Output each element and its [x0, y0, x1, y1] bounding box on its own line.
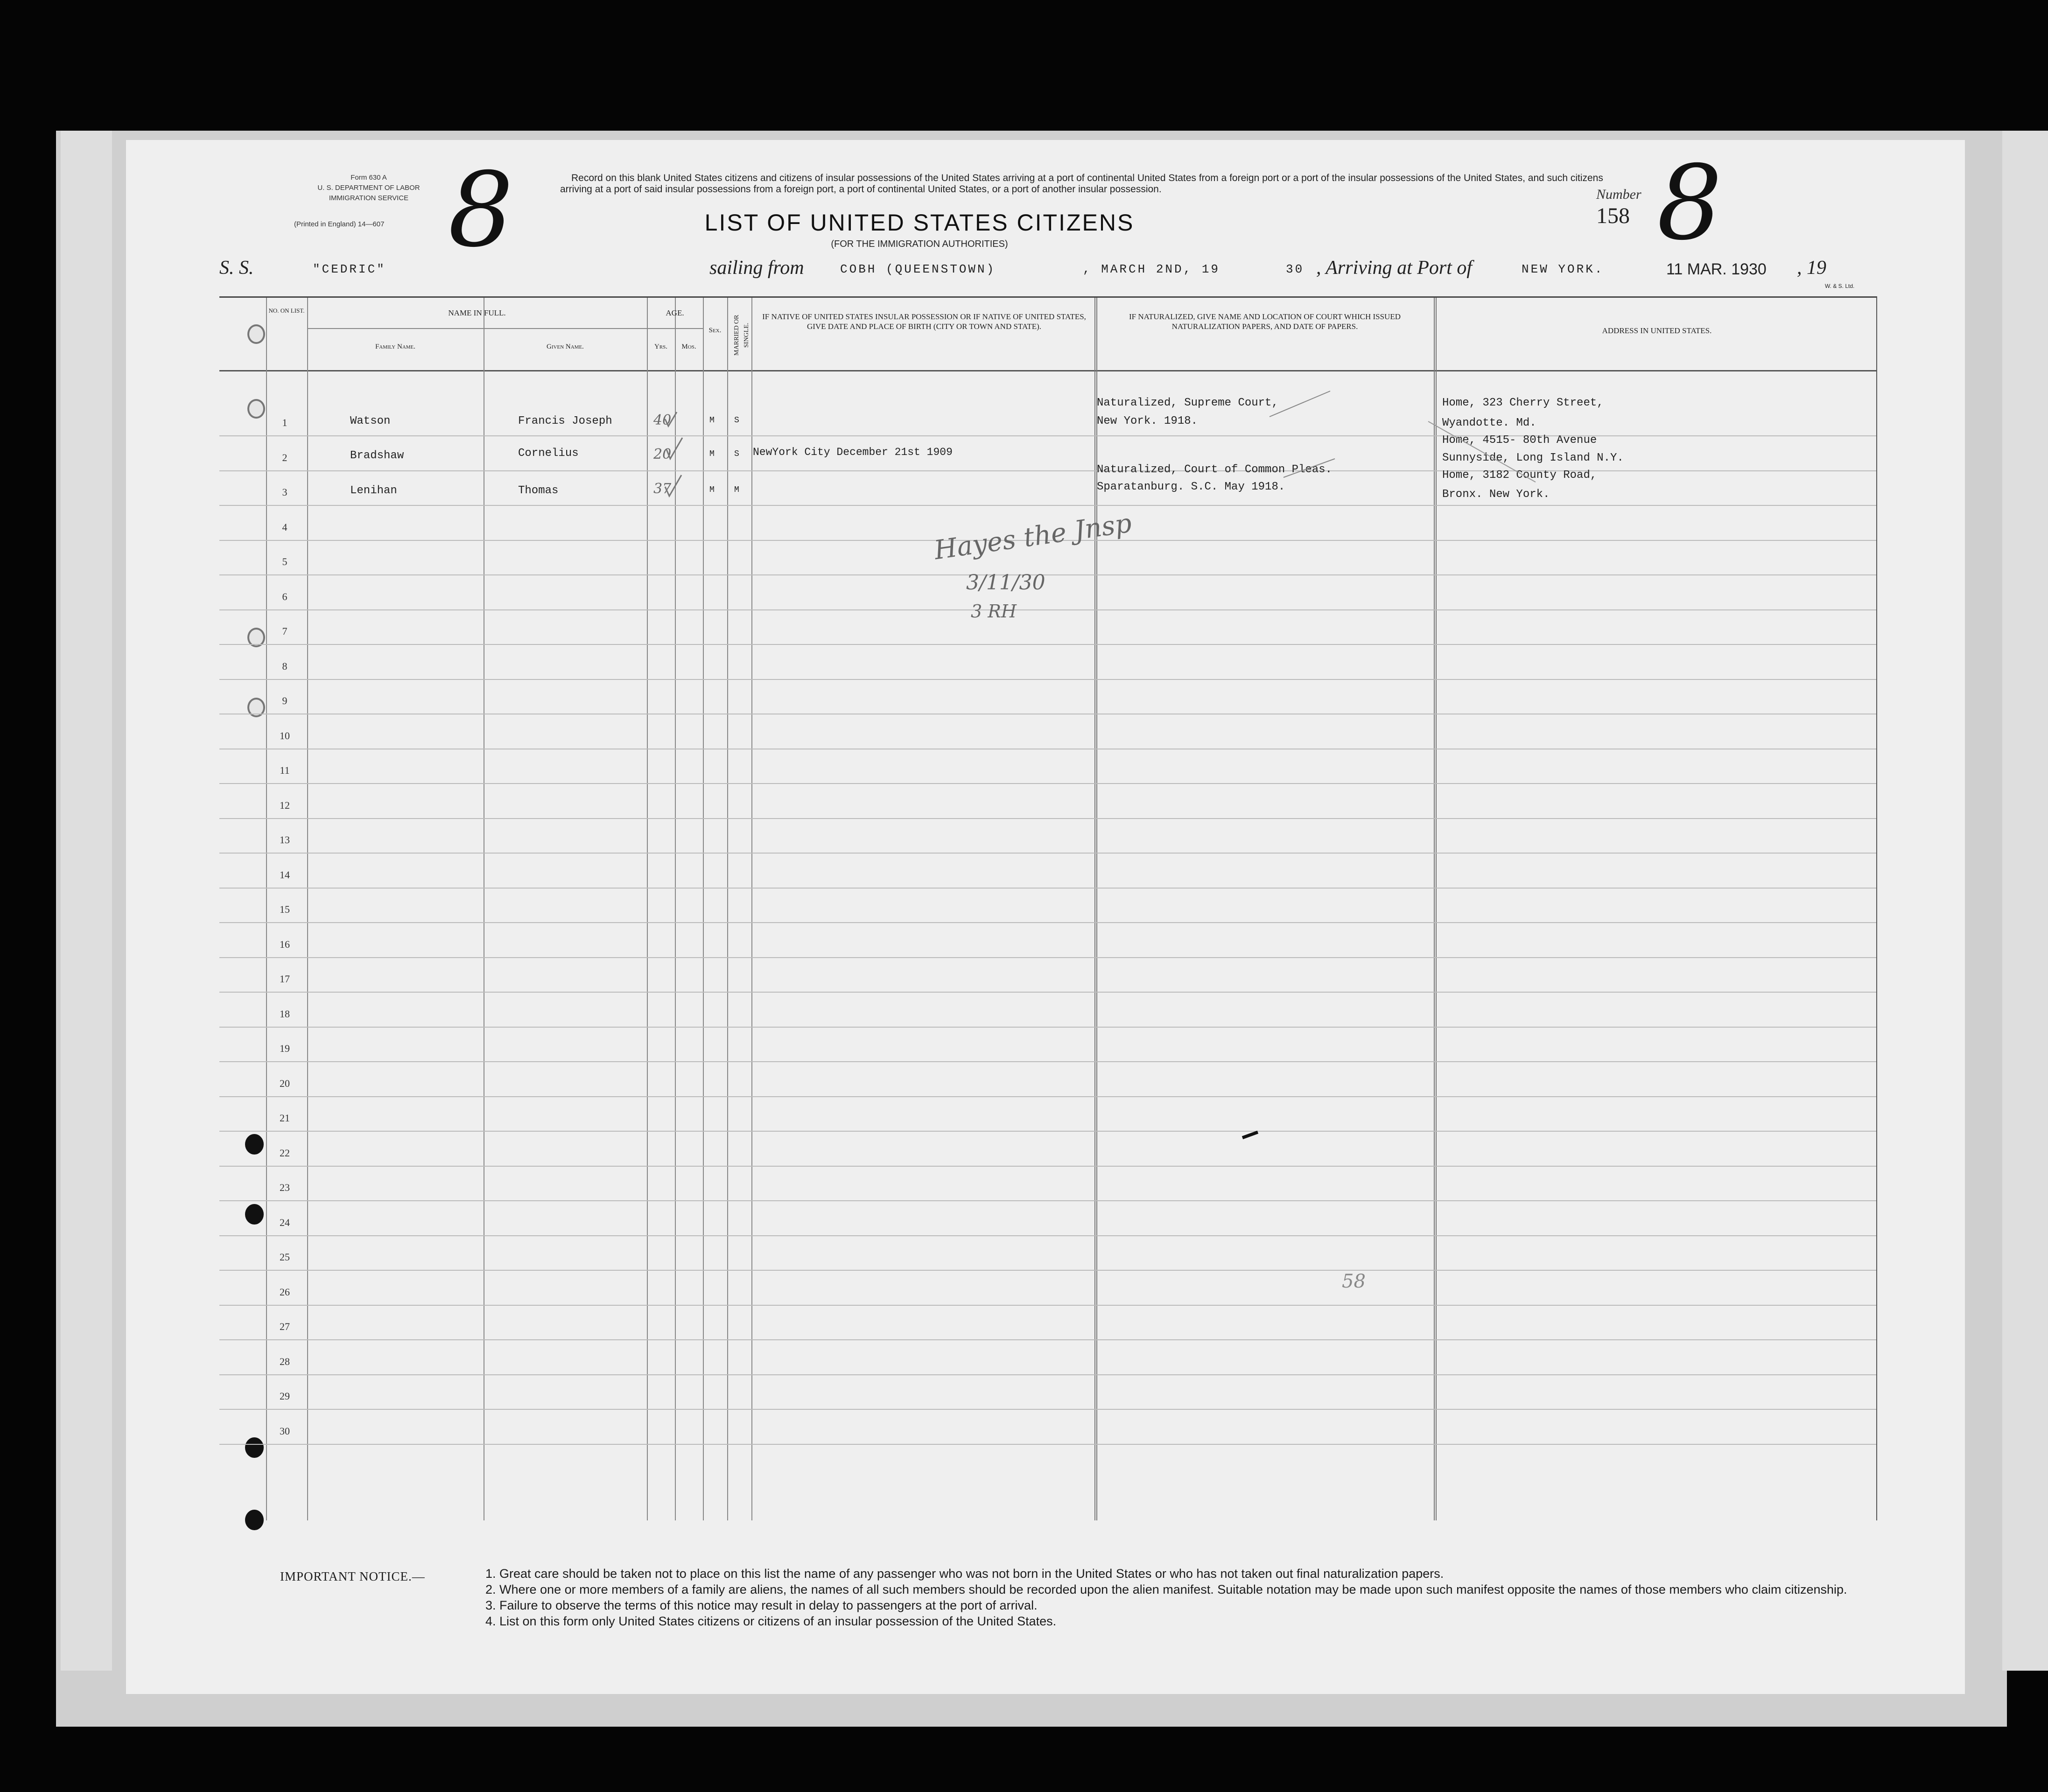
handwritten-number-right: 8 — [1657, 143, 1722, 263]
row-rule — [219, 644, 1876, 645]
row-number: 28 — [280, 1355, 290, 1367]
row-number: 2 — [282, 451, 288, 463]
row-rule — [219, 1339, 1876, 1340]
age-2: 20 — [653, 446, 672, 462]
row-rule — [219, 783, 1876, 784]
row-rule — [219, 957, 1876, 958]
record-instructions: Record on this blank United States citizens and citizens of insular possessions of the United States arriving at a port of continental United States from a foreign port or a port of the insular possessions of the United States, and such citizens arriving at a port of said insular possessions from a foreign port, a port of continental United States, or a port of another insular possession. — [560, 173, 1603, 195]
given-name-1: Francis Joseph — [518, 415, 612, 427]
row-number: 7 — [282, 625, 288, 637]
court-line-3a: Naturalized, Court of Common Pleas. — [1097, 463, 1333, 476]
given-name-2: Cornelius — [518, 447, 579, 460]
left-page-edge — [61, 131, 112, 1671]
status-3: M — [734, 485, 739, 495]
printer-mark: W. & S. Ltd. — [1825, 283, 1855, 289]
address-line-2b: Sunnyside, Long Island N.Y. — [1442, 452, 1624, 464]
column-line — [751, 298, 752, 1520]
port-of-departure: COBH (QUEENSTOWN) — [840, 262, 996, 276]
row-rule — [219, 470, 1876, 471]
row-number: 14 — [280, 868, 290, 881]
col-header-sex: Sex. — [708, 327, 722, 334]
form-number: Form 630 A — [351, 174, 387, 182]
row-number: 6 — [282, 590, 288, 602]
pencil-strokes — [1181, 389, 1554, 510]
row-number: 30 — [280, 1425, 290, 1437]
row-rule — [219, 992, 1876, 993]
col-header-no: NO. ON LIST. — [268, 307, 305, 314]
row-number: 16 — [280, 938, 290, 950]
row-number: 15 — [280, 903, 290, 915]
name-header-rule — [307, 328, 671, 329]
row-rule — [219, 1166, 1876, 1167]
inspector-initials: 3 RH — [971, 601, 1017, 622]
passenger-table — [219, 296, 1877, 1520]
address-line-1b: Wyandotte. Md. — [1442, 417, 1536, 429]
arrival-date-stamp: 11 MAR. 1930 — [1666, 260, 1767, 278]
row-number: 29 — [280, 1390, 290, 1402]
row-rule — [219, 1235, 1876, 1236]
status-1: S — [734, 416, 739, 425]
age-3: 37 — [653, 481, 672, 497]
form-identification — [285, 173, 453, 230]
address-line-1a: Home, 323 Cherry Street, — [1442, 397, 1604, 409]
row-rule — [219, 1061, 1876, 1062]
row-number: 26 — [280, 1286, 290, 1298]
row-number: 10 — [280, 729, 290, 742]
col-header-married: MARRIED OR SINGLE. — [733, 315, 750, 356]
checkmarks — [639, 405, 733, 512]
notice-item: 2. Where one or more members of a family are aliens, the names of all such members should be recorded upon the alien manifest. Suitable notation may be made upon such manifest opposite the names of those members who claim citizenship. — [485, 1582, 1847, 1596]
sailing-year: 30 — [1286, 262, 1305, 276]
row-rule — [219, 853, 1876, 854]
row-number: 11 — [280, 764, 290, 776]
row-rule — [219, 1409, 1876, 1410]
row-number: 8 — [282, 660, 288, 672]
row-number: 17 — [280, 973, 290, 985]
notice-heading: IMPORTANT NOTICE.— — [280, 1569, 425, 1583]
row-number: 9 — [282, 695, 288, 707]
col-header-naturalized: IF NATURALIZED, GIVE NAME AND LOCATION OF COURT WHICH ISSUED NATURALIZATION PAPERS, AND DATE OF PAPERS. — [1129, 312, 1401, 331]
ink-dash — [1241, 1128, 1260, 1142]
row-rule — [219, 1200, 1876, 1201]
row-rule — [219, 505, 1876, 506]
row-number: 12 — [280, 799, 290, 811]
age-1: 40 — [653, 412, 672, 428]
family-name-3: Lenihan — [350, 484, 397, 497]
row-number: 1 — [282, 417, 288, 428]
age-header-rule — [647, 328, 704, 329]
row-rule — [219, 574, 1876, 575]
address-line-3b: Bronx. New York. — [1442, 488, 1550, 501]
page-subtitle: (FOR THE IMMIGRATION AUTHORITIES) — [831, 239, 1008, 249]
number-label: Number — [1596, 187, 1641, 202]
row-number: 3 — [282, 486, 288, 498]
address-line-3a: Home, 3182 County Road, — [1442, 469, 1597, 482]
col-header-family-name: Family Name. — [375, 343, 416, 350]
birth-2: NewYork City December 21st 1909 — [753, 446, 953, 458]
sex-1: M — [709, 416, 715, 425]
row-number: 19 — [280, 1043, 290, 1054]
row-rule — [219, 1305, 1876, 1306]
row-rule — [219, 1270, 1876, 1271]
row-number: 22 — [280, 1147, 290, 1159]
notice-item: 1. Great care should be taken not to place on this list the name of any passenger who was not born in the United States or who has not taken out final naturalization papers. — [485, 1567, 1444, 1581]
row-number: 24 — [280, 1216, 290, 1228]
row-rule — [219, 679, 1876, 680]
col-header-mos: Mos. — [681, 343, 696, 350]
arriving-label: , Arriving at Port of — [1316, 257, 1473, 279]
ss-label: S. S. — [219, 257, 254, 279]
sex-3: M — [709, 485, 715, 495]
column-line — [307, 298, 308, 1520]
ship-name: "CEDRIC" — [313, 262, 386, 276]
row-number: 21 — [280, 1112, 290, 1124]
row-number: 18 — [280, 1008, 290, 1020]
right-page-edge — [2002, 131, 2048, 1671]
row-rule — [219, 922, 1876, 923]
sex-2: M — [709, 449, 715, 459]
family-name-2: Bradshaw — [350, 449, 404, 462]
notice-item: 4. List on this form only United States citizens or citizens of an insular possession of the United States. — [485, 1614, 1057, 1628]
row-rule — [219, 888, 1876, 889]
row-rule — [219, 1096, 1876, 1097]
row-rule — [219, 435, 1876, 436]
sailing-date: , MARCH 2ND, 19 — [1083, 262, 1220, 276]
inspector-signature: Hayes the Jnsp — [932, 508, 1134, 566]
row-number: 23 — [280, 1182, 290, 1193]
row-number: 20 — [280, 1077, 290, 1089]
header-divider — [219, 370, 1876, 371]
page-mark: 58 — [1342, 1271, 1366, 1292]
handwritten-number-left: 8 — [448, 150, 513, 270]
sailing-label: sailing from — [709, 257, 804, 279]
list-number: 158 — [1596, 203, 1630, 228]
row-rule — [219, 818, 1876, 819]
col-header-age: AGE. — [666, 308, 684, 317]
row-rule — [219, 609, 1876, 610]
row-number: 4 — [282, 521, 288, 533]
year-suffix: , 19 — [1797, 257, 1826, 279]
court-line-1b: New York. 1918. — [1097, 415, 1198, 427]
row-rule — [219, 1374, 1876, 1375]
service: IMMIGRATION SERVICE — [329, 194, 409, 202]
address-line-2a: Home, 4515- 80th Avenue — [1442, 434, 1597, 447]
col-header-address: ADDRESS IN UNITED STATES. — [1602, 326, 1712, 335]
notice-item: 3. Failure to observe the terms of this notice may result in delay to passengers at the port of arrival. — [485, 1598, 1038, 1612]
court-line-3b: Sparatanburg. S.C. May 1918. — [1097, 481, 1285, 493]
row-number: 5 — [282, 556, 288, 567]
given-name-3: Thomas — [518, 484, 559, 497]
row-number: 25 — [280, 1251, 290, 1263]
family-name-1: Watson — [350, 415, 391, 427]
col-header-given-name: Given Name. — [547, 343, 584, 350]
page-title: LIST OF UNITED STATES CITIZENS — [704, 210, 1135, 236]
inspection-date: 3/11/30 — [966, 571, 1045, 595]
row-rule — [219, 1444, 1876, 1445]
printed-note: (Printed in England) 14—607 — [294, 220, 385, 228]
row-rule — [219, 1131, 1876, 1132]
manifest-sheet — [126, 140, 1965, 1694]
port-of-arrival: NEW YORK. — [1522, 262, 1604, 276]
court-line-1a: Naturalized, Supreme Court, — [1097, 397, 1278, 409]
status-2: S — [734, 449, 739, 459]
col-header-yrs: Yrs. — [654, 343, 668, 350]
department: U. S. DEPARTMENT OF LABOR — [317, 184, 420, 192]
row-rule — [219, 1027, 1876, 1028]
row-number: 27 — [280, 1321, 290, 1332]
row-number: 13 — [280, 834, 290, 846]
col-header-name-in-full: NAME IN FULL. — [448, 308, 506, 317]
voyage-line — [219, 257, 1900, 289]
col-header-native: IF NATIVE OF UNITED STATES INSULAR POSSESSION OR IF NATIVE OF UNITED STATES, GIVE DATE AND PLACE OF BIRTH (CITY OR TOWN AND STATE). — [762, 312, 1086, 331]
